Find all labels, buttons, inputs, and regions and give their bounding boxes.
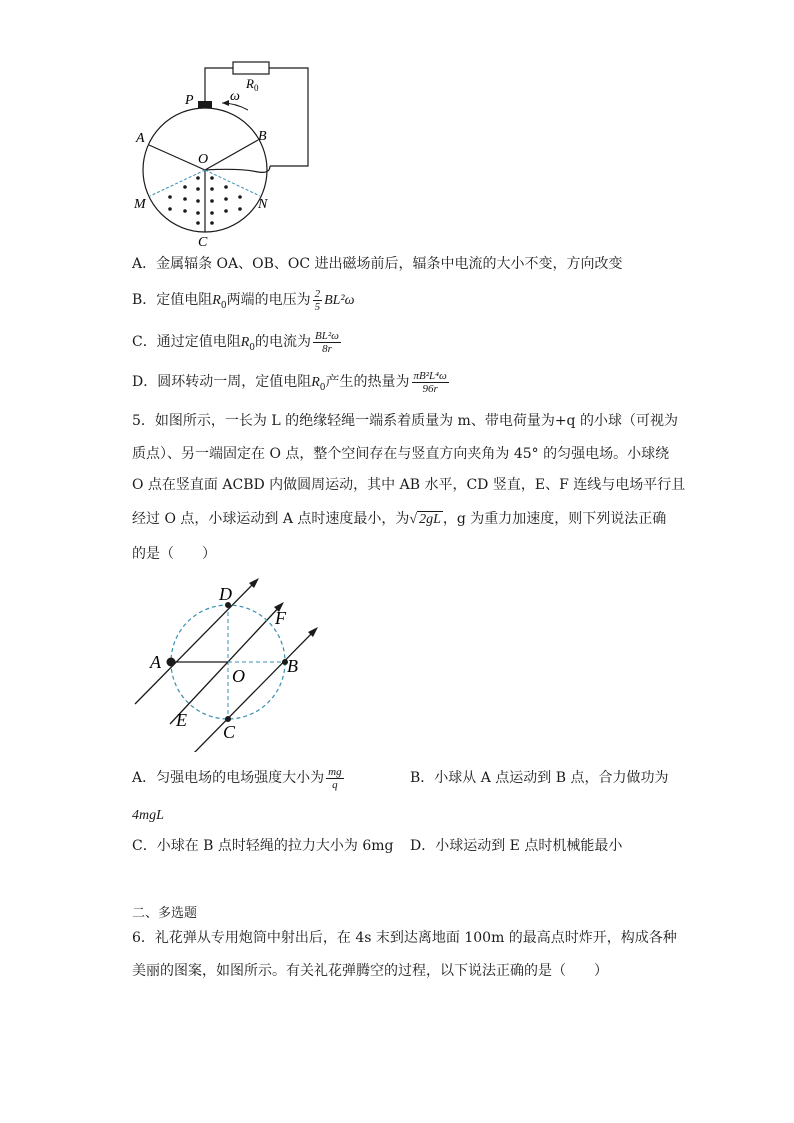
label-f: F — [275, 608, 286, 628]
q5-line-1: 5．如图所示，一长为 L 的绝缘轻绳一端系着质量为 m、带电荷量为+q 的小球（可视为 — [132, 413, 678, 429]
q5-line-2: 质点）、另一端固定在 O 点，整个空间存在与竖直方向夹角为 45° 的匀强电场。小球绕 — [132, 446, 670, 462]
label-o: O — [198, 152, 209, 167]
q5-line-5: 的是（ ） — [132, 546, 216, 562]
label-a: A — [136, 131, 145, 146]
label-b: B — [287, 656, 298, 676]
label-p: P — [185, 93, 194, 108]
brush-p — [198, 101, 212, 108]
label-c: C — [198, 235, 208, 250]
section-title-multiple-choice: 二、多选题 — [132, 906, 198, 921]
q4-option-b: B．定值电阻$R_0$两端的电压为 $\frac{2}{5}$ BL²ω — [132, 287, 355, 313]
field-line-middle — [170, 604, 282, 724]
label-c: C — [223, 722, 236, 742]
label-d: D — [219, 584, 232, 604]
label-a: A — [150, 652, 161, 672]
label-b: B — [258, 129, 267, 144]
q5-option-c: C．小球在 B 点时轻绳的拉力大小为 6mg — [132, 838, 394, 854]
field-line-right — [192, 629, 316, 752]
circuit-wire — [205, 68, 233, 102]
q4-option-a: A．金属辐条 OA、OB、OC 进出磁场前后，辐条中电流的大小不变，方向改变 — [132, 256, 623, 272]
q4-option-c: C．通过定值电阻$R_0$的电流为 $\frac{\text{BL²ω}}{8r}$ — [132, 329, 339, 355]
label-o: O — [232, 666, 245, 686]
label-omega: ω — [230, 89, 240, 104]
label-e: E — [176, 710, 187, 730]
spoke-oa — [149, 145, 205, 170]
ball-a — [167, 658, 176, 667]
q5-line-3: O 点在竖直面 ACBD 内做圆周运动，其中 AB 水平，CD 竖直，E、F 连线与电场平行且 — [132, 477, 686, 493]
figure-disk-circuit — [130, 60, 320, 250]
q5-option-a: A．匀强电场的电场强度大小为 $\frac{mg}{q}$ — [132, 765, 342, 791]
spoke-ob — [205, 140, 258, 170]
resistor-r0 — [233, 62, 269, 74]
q4-option-d: D．圆环转动一周，定值电阻$R_0$产生的热量为 $\frac{\text{πB²L⁴ω}}{96r}$ — [132, 369, 447, 395]
label-m: M — [134, 197, 146, 212]
label-n: N — [258, 197, 268, 212]
q5-option-d: D．小球运动到 E 点时机械能最小 — [410, 838, 623, 854]
q5-line-4: 经过 O 点，小球运动到 A 点时速度最小，为√ 2gL ，g 为重力加速度，则下列说法正确 — [132, 511, 667, 527]
label-r0: $R_0$ — [246, 76, 259, 93]
q5-option-b: B．小球从 A 点运动到 B 点，合力做功为 — [410, 770, 669, 786]
q5-option-b-cont: 4mgL — [132, 808, 164, 823]
figure-electric-field-circle — [130, 572, 330, 752]
sqrt-2gl: √ 2gL — [409, 512, 441, 527]
q6-line-2: 美丽的图案，如图所示。有关礼花弹腾空的过程，以下说法正确的是（ ） — [132, 963, 608, 979]
q6-line-1: 6．礼花弹从专用炮筒中射出后，在 4s 末到达离地面 100m 的最高点时炸开，构成各种 — [132, 930, 677, 946]
